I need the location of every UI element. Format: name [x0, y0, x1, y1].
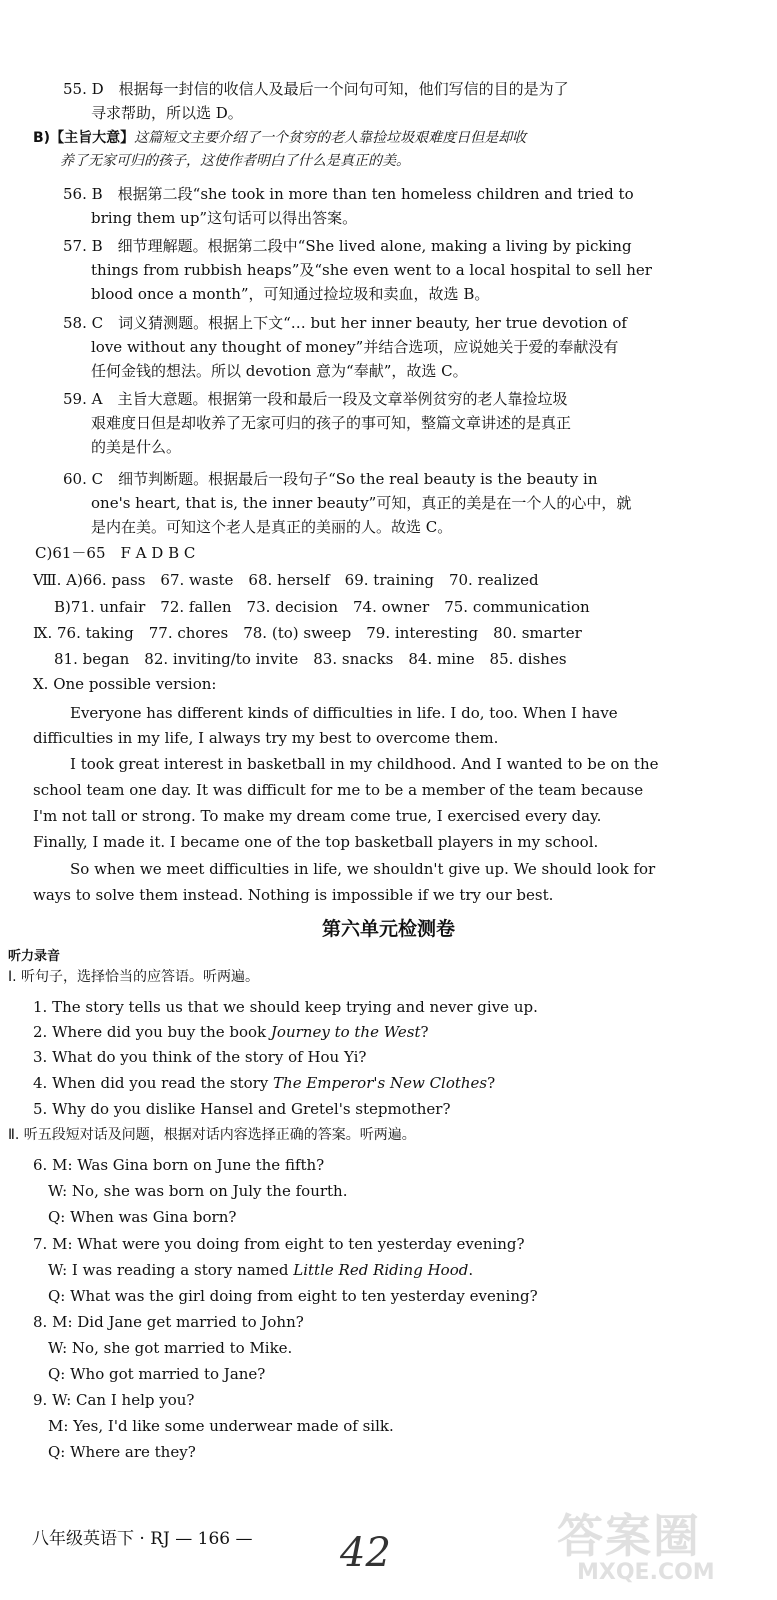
answer-55-cont: 寻求帮助，所以选 D。 — [91, 104, 243, 122]
answer-59: 59. A 主旨大意题。根据第一段和最后一段及文章举例贫穷的老人靠捡垃圾 — [63, 390, 568, 408]
part1-item-2: 2. Where did you buy the book Journey to the West? — [33, 1023, 429, 1041]
essay-line-6: Finally, I made it. I became one of the top basketball players in my school. — [33, 833, 599, 851]
essay-line-3: I took great interest in basketball in my childhood. And I wanted to be on the — [70, 755, 659, 773]
essay-line-4: school team one day. It was difficult for me to be a member of the team because — [33, 781, 644, 799]
watermark-logo — [547, 1500, 757, 1590]
part2-line-7: 8. M: Did Jane get married to John? — [33, 1313, 304, 1331]
section-9-b: 81. began 82. inviting/to invite 83. snacks 84. mine 85. dishes — [54, 650, 567, 668]
answer-59-cont2: 的美是什么。 — [91, 438, 182, 456]
main-idea-label: B)【主旨大意】 — [33, 130, 135, 146]
answer-59-cont1: 艰难度日但是却收养了无家可归的孩子的事可知，整篇文章讲述的是真正 — [91, 414, 572, 432]
part2-line-10: 9. W: Can I help you? — [33, 1391, 195, 1409]
answer-57-cont1: things from rubbish heaps”及“she even went to a local hospital to sell her — [91, 261, 652, 279]
part2-line-11: M: Yes, I'd like some underwear made of silk. — [48, 1417, 394, 1435]
answer-55: 55. D 根据每一封信的收信人及最后一个问句可知，他们写信的目的是为了 — [63, 80, 569, 98]
answer-58-cont2: 任何金钱的想法。所以 devotion 意为“奉献”，故选 C。 — [91, 362, 468, 380]
essay-line-1: Everyone has different kinds of difficulties in life. I do, too. When I have — [70, 704, 618, 722]
answer-58: 58. C 词义猜测题。根据上下文“… but her inner beauty, her true devotion of — [63, 314, 627, 332]
answer-60: 60. C 细节判断题。根据最后一段句子“So the real beauty is the beauty in — [63, 470, 598, 488]
page-footer: 八年级英语下 · RJ — 166 — — [32, 1529, 253, 1549]
part2-line-9: Q: Who got married to Jane? — [48, 1365, 266, 1383]
part1-title: Ⅰ. 听句子，选择恰当的应答语。听两遍。 — [8, 969, 260, 985]
handwritten-page-number: 42 — [340, 1530, 391, 1576]
part2-line-12: Q: Where are they? — [48, 1443, 196, 1461]
part1-item-5: 5. Why do you dislike Hansel and Gretel's stepmother? — [33, 1100, 451, 1118]
part2-line-1: 6. M: Was Gina born on June the fifth? — [33, 1156, 325, 1174]
answer-60-cont2: 是内在美。可知这个老人是真正的美丽的人。故选 C。 — [91, 518, 453, 536]
unit-heading: 第六单元检测卷 — [321, 918, 455, 940]
essay-line-8: ways to solve them instead. Nothing is impossible if we try our best. — [33, 886, 554, 904]
answer-60-cont1: one's heart, that is, the inner beauty”可知，真正的美是在一个人的心中，就 — [91, 494, 632, 512]
answer-56: 56. B 根据第二段“she took in more than ten homeless children and tried to — [63, 185, 634, 203]
watermark-sub: MXQE.COM — [577, 1560, 715, 1585]
part2-line-5: W: I was reading a story named Little Red Riding Hood. — [48, 1261, 474, 1279]
part2-line-3: Q: When was Gina born? — [48, 1208, 237, 1226]
answer-56-cont: bring them up”这句话可以得出答案。 — [91, 209, 358, 227]
answer-57-cont2: blood once a month”，可知通过捡垃圾和卖血，故选 B。 — [91, 285, 490, 303]
part1-item-1: 1. The story tells us that we should keep trying and never give up. — [33, 998, 538, 1016]
main-idea-cont: 养了无家可归的孩子，这使作者明白了什么是真正的美。 — [60, 153, 410, 169]
essay-line-2: difficulties in my life, I always try my best to overcome them. — [33, 729, 499, 747]
section-9-a: Ⅸ. 76. taking 77. chores 78. (to) sweep 79. interesting 80. smarter — [33, 624, 582, 642]
part2-line-4: 7. M: What were you doing from eight to ten yesterday evening? — [33, 1235, 525, 1253]
answer-57: 57. B 细节理解题。根据第二段中“She lived alone, making a living by picking — [63, 237, 632, 255]
section-8-a: Ⅷ. A)66. pass 67. waste 68. herself 69. training 70. realized — [33, 571, 539, 589]
part1-item-3: 3. What do you think of the story of Hou Yi? — [33, 1048, 367, 1066]
essay-line-7: So when we meet difficulties in life, we shouldn't give up. We should look for — [70, 860, 656, 878]
main-idea-b — [33, 126, 526, 149]
part1-item-4: 4. When did you read the story The Emperor's New Clothes? — [33, 1074, 496, 1092]
part2-line-6: Q: What was the girl doing from eight to ten yesterday evening? — [48, 1287, 538, 1305]
section-8-b: B)71. unfair 72. fallen 73. decision 74. owner 75. communication — [54, 598, 590, 616]
part2-line-2: W: No, she was born on July the fourth. — [48, 1182, 348, 1200]
section-10-label: Ⅹ. One possible version: — [33, 675, 217, 693]
essay-line-5: I'm not tall or strong. To make my dream come true, I exercised every day. — [33, 807, 602, 825]
answer-58-cont1: love without any thought of money”并结合选项，应说她关于爱的奉献没有 — [91, 338, 619, 356]
listening-label: 听力录音 — [8, 949, 61, 964]
answers-61-65: C)61－65 F A D B C — [35, 544, 196, 562]
part2-line-8: W: No, she got married to Mike. — [48, 1339, 293, 1357]
watermark-main: 答案圈 — [557, 1509, 701, 1563]
part2-title: Ⅱ. 听五段短对话及问题，根据对话内容选择正确的答案。听两遍。 — [8, 1127, 416, 1143]
main-idea-text: 这篇短文主要介绍了一个贫穷的老人靠捡垃圾艰难度日但是却收 — [134, 130, 527, 146]
